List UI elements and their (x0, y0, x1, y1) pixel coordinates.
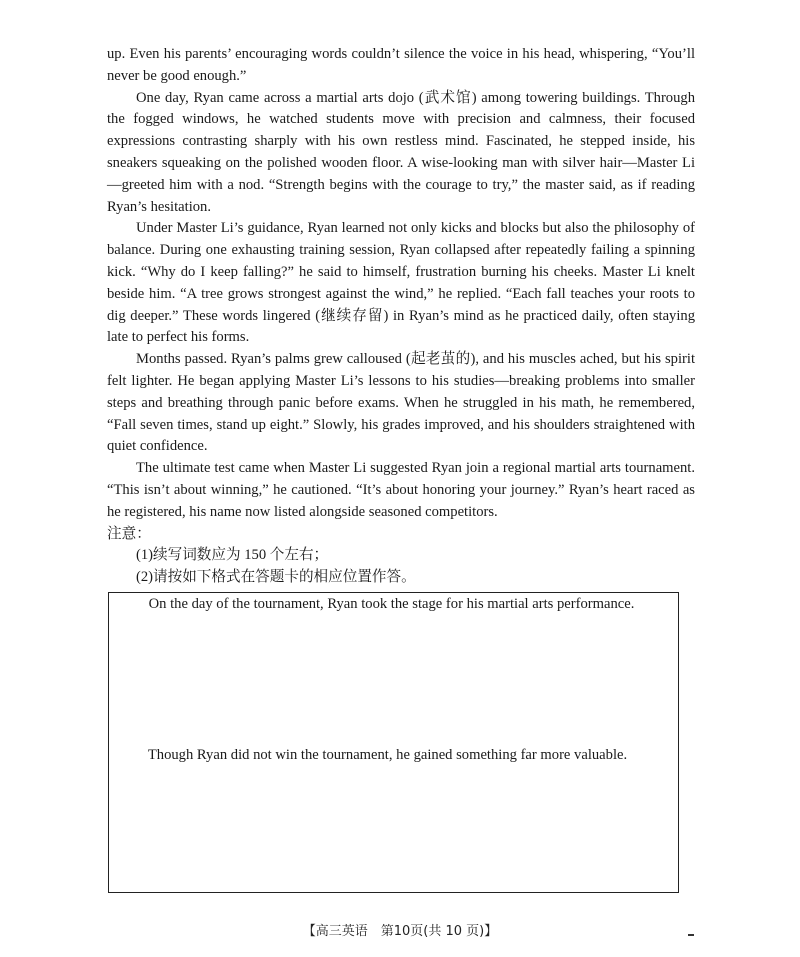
notes-label: 注意： (107, 525, 151, 542)
opening-sentence-2: Though Ryan did not win the tournament, he gained something far more valuable. (147, 747, 628, 763)
passage-paragraph: One day, Ryan came across a martial arts dojo (武术馆) among towering buildings. Through the fogged windows, he watched students move with precision and calmness, their focused expressions contrasting sharply with his own restless mind. Fascinated, he stepped inside, his sneakers squeaking on the polished wooden floor. A wise-looking man with silver hair—Master Li—greeted him with a nod. “Strength begins with the courage to try,” the master said, as if reading Ryan’s hesitation. (107, 89, 695, 215)
answer-box[interactable] (108, 592, 679, 893)
passage (107, 44, 695, 589)
passage-paragraph: The ultimate test came when Master Li suggested Ryan join a regional martial arts tournament. “This isn’t about winning,” he cautioned. “It’s about honoring your journey.” Ryan’s heart raced as he registered, his name now listed alongside seasoned competitors. (107, 460, 695, 520)
passage-paragraph: Months passed. Ryan’s palms grew calloused (起老茧的), and his muscles ached, but his spirit felt lighter. He began applying Master Li’s lessons to his studies—breaking problems into smaller steps and breathing through panic before exams. When he struggled in his math, he remembered, “Fall seven times, stand up eight.” Slowly, his grades improved, and his shoulders straightened with quiet confidence. (107, 351, 695, 455)
corner-mark (688, 934, 694, 936)
notes-section (107, 524, 695, 589)
page-footer: 【高三英语 第10页(共 10 页)】 (302, 924, 498, 939)
opening-sentence-1: On the day of the tournament, Ryan took the stage for his martial arts performance. (148, 596, 635, 612)
note-item-format: (2)请按如下格式在答题卡的相应位置作答。 (136, 569, 416, 586)
passage-paragraph: Under Master Li’s guidance, Ryan learned not only kicks and blocks but also the philosophy of balance. During one exhausting training session, Ryan collapsed after repeatedly failing a spinning kick. “Why do I keep falling?” he said to himself, frustration burning his cheeks. Master Li knelt beside him. “A tree grows strongest against the wind,” he replied. “Each fall teaches your roots to dig deeper.” These words lingered (继续存留) in Ryan’s mind as he practiced daily, often staying late to perfect his forms. (107, 220, 695, 346)
note-item-word-count: (1)续写词数应为 150 个左右； (136, 547, 329, 564)
passage-paragraph: up. Even his parents’ encouraging words couldn’t silence the voice in his head, whispering, “You’ll never be good enough.” (107, 46, 695, 84)
